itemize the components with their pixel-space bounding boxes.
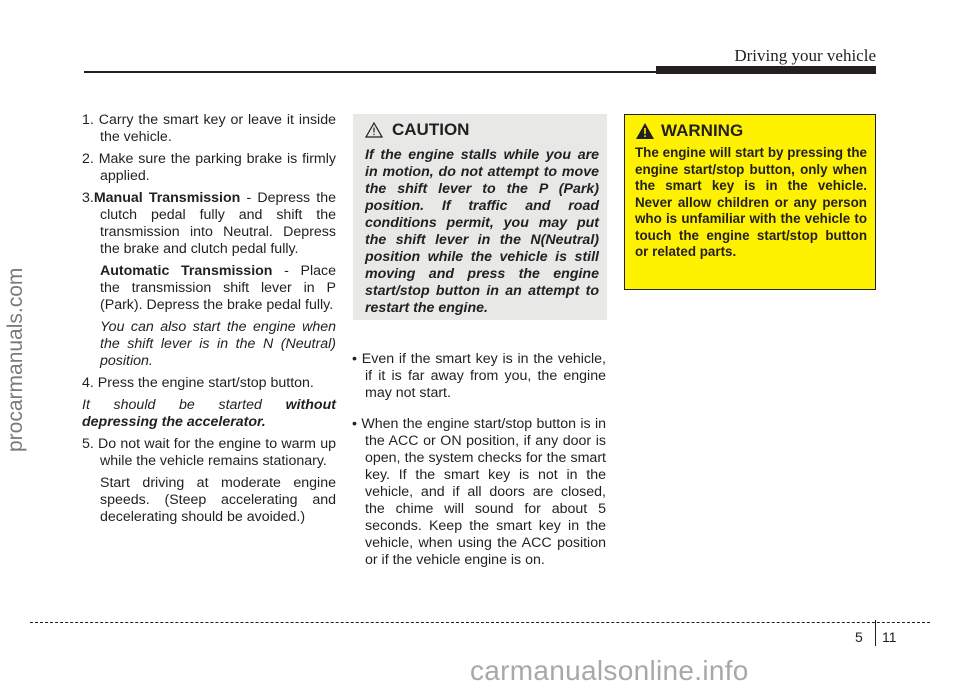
accelerator-note-emphasis: without depressing the accelerator. <box>82 397 336 430</box>
warning-header <box>635 121 867 141</box>
chapter-number: 5 <box>855 629 863 645</box>
automatic-transmission-label: Automatic Transmission <box>100 263 273 279</box>
caution-box <box>353 114 607 320</box>
warning-body: The engine will start by pressing the engine start/stop button, only when the smart key is in the vehicle. Never allow children or any person who is unfamiliar with the vehicle to touch the engine start/stop button or related parts. <box>635 145 867 259</box>
manual-transmission-text: - Depress the clutch pedal fully and shift the transmission into Neutral. Depress the brake and clutch pedal fully. <box>100 190 337 257</box>
step-1: 1. Carry the smart key or leave it inside the vehicle. <box>82 112 336 145</box>
left-column <box>82 112 336 531</box>
caution-body: If the engine stalls while you are in motion, do not attempt to move the shift lever to the P (Park) position. If traffic and road conditions permit, you may put the shift lever in the N(Neutral) position while the vehicle is still moving and press the engine start/stop button in an attempt to restart the engine. <box>365 147 599 316</box>
step-4: 4. Press the engine start/stop button. <box>82 375 314 391</box>
automatic-transmission-text: - Place the transmission shift lever in P (Park). Depress the brake pedal fully. <box>100 263 336 313</box>
caution-header <box>365 120 599 140</box>
bullet-smart-key-far: • Even if the smart key is in the vehicle, if it is far away from you, the engine may not start. <box>352 351 606 402</box>
caution-title: CAUTION <box>392 120 470 139</box>
step-3-number: 3. <box>82 190 94 206</box>
section-title: Driving your vehicle <box>734 46 876 65</box>
header-rule-accent <box>656 66 876 74</box>
step-5: 5. Do not wait for the engine to warm up while the vehicle remains stationary. <box>82 436 336 469</box>
warning-triangle-icon <box>635 122 655 140</box>
step-3 <box>82 190 336 258</box>
side-watermark: procarmanuals.com <box>4 267 27 453</box>
warning-title: WARNING <box>661 121 744 140</box>
accelerator-note-prefix: It should be started <box>82 397 286 413</box>
caution-triangle-icon <box>365 122 383 138</box>
page-number-separator <box>875 620 876 646</box>
step-5-followup: Start driving at moderate engine speeds. (Steep accelerating and decelerating should be avoided.) <box>100 475 336 525</box>
warning-box <box>624 114 876 290</box>
automatic-transmission-paragraph <box>82 263 336 314</box>
neutral-note: You can also start the engine when the shift lever is in the N (Neutral) position. <box>100 319 336 369</box>
accelerator-note <box>82 397 336 431</box>
step-2: 2. Make sure the parking brake is firmly applied. <box>82 151 336 184</box>
middle-column <box>352 337 606 574</box>
bottom-watermark: carmanualsonline.info <box>470 655 749 686</box>
manual-transmission-label: Manual Transmission <box>93 190 241 206</box>
bullet-door-open-check: • When the engine start/stop button is in the ACC or ON position, if any door is open, the system checks for the smart key. If the smart key is not in the vehicle, and if all doors are closed, the chime will sound for about 5 seconds. Keep the smart key in the vehicle, when using the ACC position or if the vehicle engine is on. <box>352 416 606 569</box>
footer-rule <box>30 622 930 623</box>
page-number: 11 <box>882 629 897 645</box>
